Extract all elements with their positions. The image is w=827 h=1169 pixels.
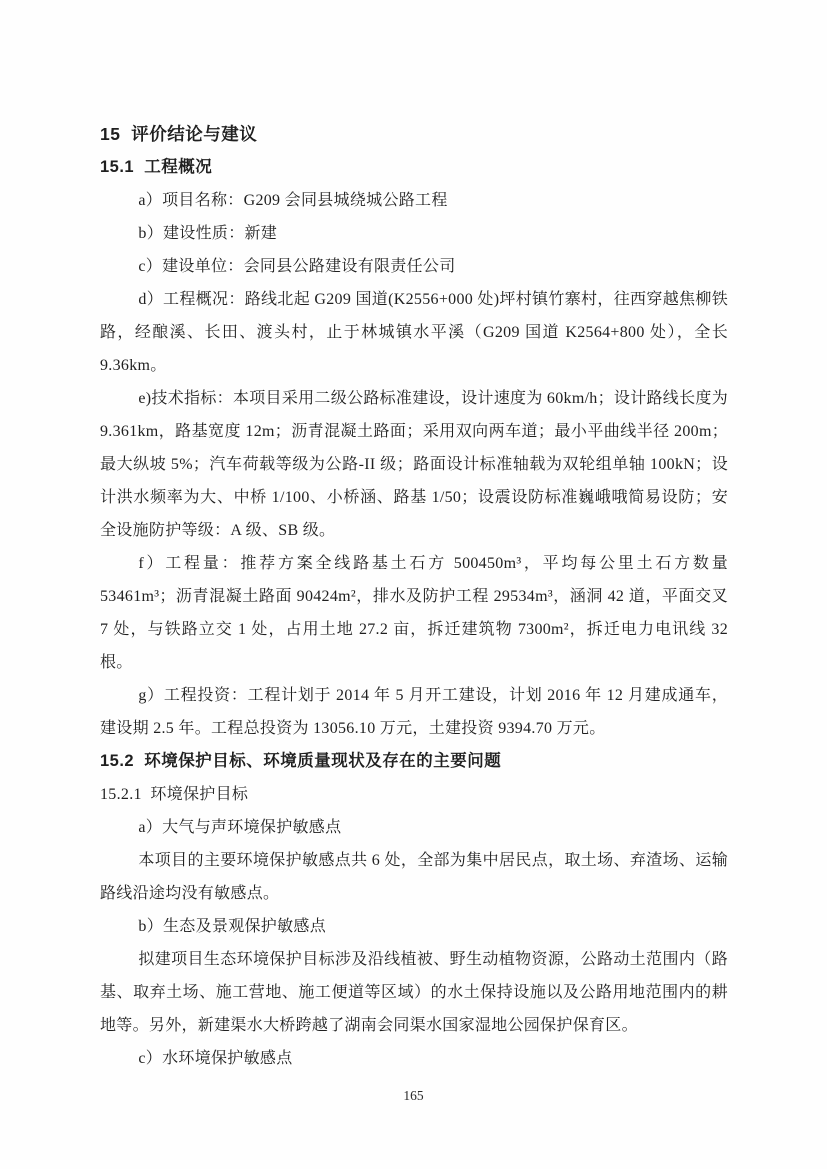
page-number: 165: [403, 1088, 424, 1103]
paragraph-project-quantities: f）工程量：推荐方案全线路基土石方 500450m³，平均每公里土石方数量 53461m³；沥青混凝土路面 90424m²，排水及防护工程 29534m³，涵洞 42 道，平面交叉 7 处，与铁路立交 1 处，占用土地 27.2 亩，拆迁建筑物 7300m²，拆迁电力电讯线 32 根。: [100, 555, 728, 671]
paragraph-sensitive-points: 本项目的主要环境保护敏感点共 6 处，全部为集中居民点，取土场、弃渣场、运输路线沿途均没有敏感点。: [100, 852, 728, 902]
paragraph-project-overview: d）工程概况：路线北起 G209 国道(K2556+000 处)坪村镇竹寨村，往西穿越焦柳铁路，经酿溪、长田、渡头村，止于林城镇水平溪（G209 国道 K2564+800 处），全长 9.36km。: [100, 291, 728, 374]
list-item-construction-unit: c）建设单位：会同县公路建设有限责任公司: [138, 258, 456, 275]
paragraph-technical-indicators: e)技术指标：本项目采用二级公路标准建设，设计速度为 60km/h；设计路线长度为 9.361km，路基宽度 12m；沥青混凝土路面；采用双向两车道；最小平曲线半径 200m；最大纵坡 5%；汽车荷载等级为公路-II 级；路面设计标准轴载为双轮组单轴 100kN；设计洪水频率为大、中桥 1/100、小桥涵、路基 1/50；设震设防标准巍峨哦简易设防；安全设施防护等级：A 级、SB 级。: [100, 390, 729, 539]
heading-section-15-2: 15.2 环境保护目标、环境质量现状及存在的主要问题: [100, 752, 502, 770]
heading-chapter-15: 15 评价结论与建议: [100, 124, 258, 144]
list-item-water-sensitive-points: c）水环境保护敏感点: [138, 1050, 293, 1067]
heading-section-15-1: 15.1 工程概况: [100, 158, 213, 176]
list-item-air-noise-sensitive-points: a）大气与声环境保护敏感点: [138, 819, 342, 836]
list-item-construction-nature: b）建设性质：新建: [138, 225, 278, 242]
paragraph-project-investment: g）工程投资：工程计划于 2014 年 5 月开工建设，计划 2016 年 12 月建成通车，建设期 2.5 年。工程总投资为 13056.10 万元，土建投资 9394.70 万元。: [100, 687, 728, 737]
list-item-ecology-landscape-sensitive-points: b）生态及景观保护敏感点: [138, 918, 326, 935]
heading-section-15-2-1: 15.2.1 环境保护目标: [100, 786, 249, 803]
list-item-project-name: a）项目名称：G209 会同县城绕城公路工程: [138, 192, 448, 209]
paragraph-ecology-targets: 拟建项目生态环境保护目标涉及沿线植被、野生动植物资源，公路动土范围内（路基、取弃土场、施工营地、施工便道等区域）的水土保持设施以及公路用地范围内的耕地等。另外，新建渠水大桥跨越了湖南会同渠水国家湿地公园保护保育区。: [100, 951, 728, 1034]
document-body: [100, 118, 728, 1075]
